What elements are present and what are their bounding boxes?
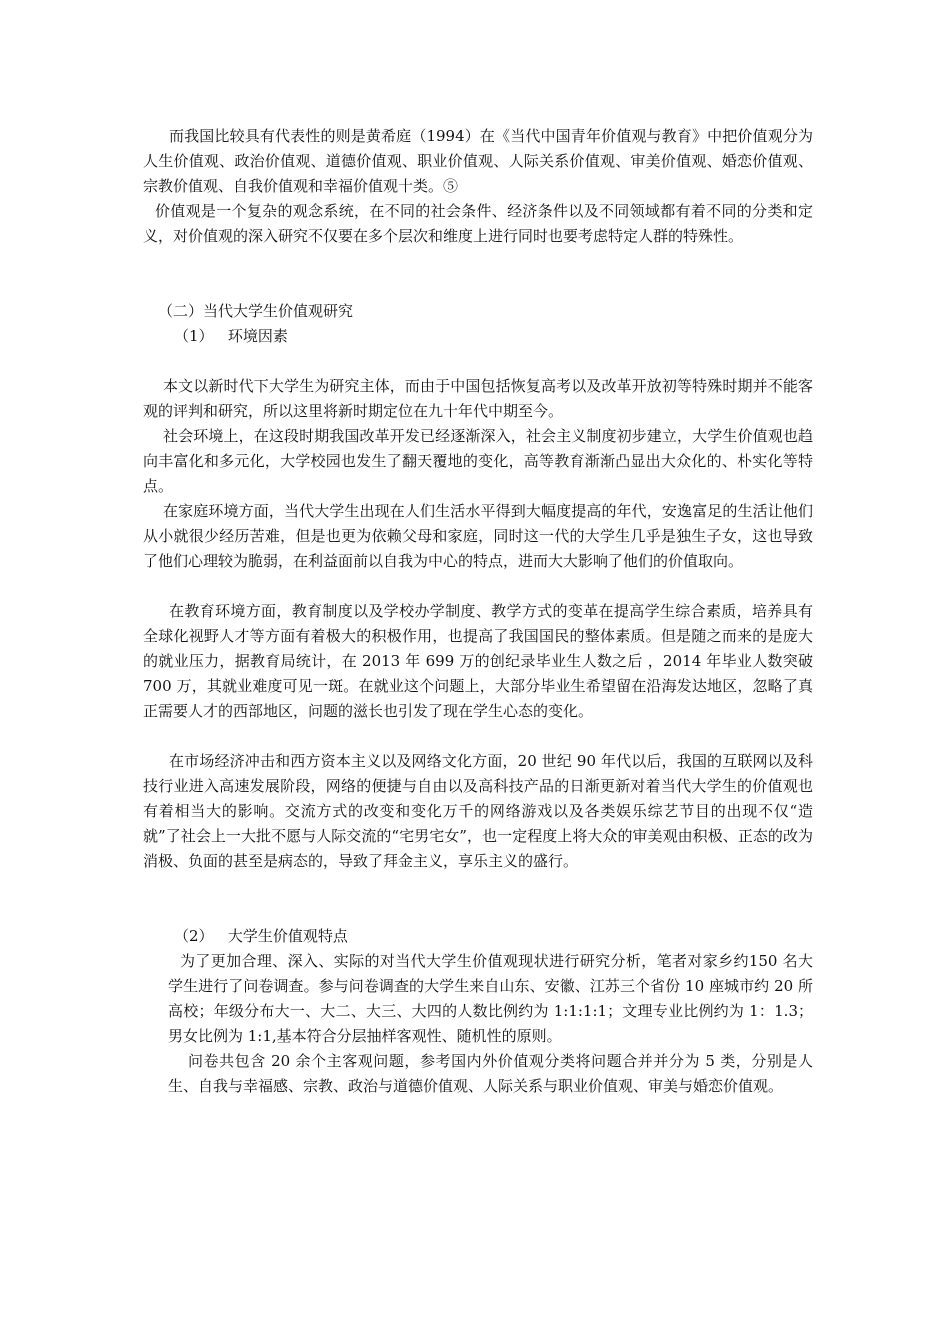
- paragraph-survey-questions: 问卷共包含 20 余个主客观问题，参考国内外价值观分类将问题合并并分为 5 类，分别是人生、自我与幸福感、宗教、政治与道德价值观、人际关系与职业价值观、审美与婚恋价值观。: [168, 1052, 813, 1095]
- paragraph-social-environment: 社会环境上，在这段时期我国改革开发已经逐渐深入，社会主义制度初步建立，大学生价值观也趋向丰富化和多元化，大学校园也发生了翻天覆地的变化，高等教育渐渐凸显出大众化的、朴实化等特点。: [143, 427, 813, 495]
- subsection-heading-environment: （1） 环境因素: [174, 327, 288, 345]
- paragraph-education-environment: 在教育环境方面，教育制度以及学校办学制度、教学方式的变革在提高学生综合素质，培养具有全球化视野人才等方面有着极大的积极作用，也提高了我国国民的整体素质。但是随之而来的是庞大的就业压力，据教育局统计，在 2013 年 699 万的创纪录毕业生人数之后 ，2014 年毕业人数突破 700 万，其就业难度可见一斑。在就业这个问题上，大部分毕业生希望留在沿海发达地区，忽略了真正需要人才的西部地区，问题的滋长也引发了现在学生心态的变化。: [143, 602, 818, 720]
- paragraph-environment-intro: 本文以新时代下大学生为研究主体，而由于中国包括恢复高考以及改革开放初等特殊时期并不能客观的评判和研究，所以这里将新时期定位在九十年代中期至今。: [143, 377, 813, 420]
- section-heading: （二）当代大学生价值观研究: [158, 302, 354, 320]
- paragraph-survey-method: 为了更加合理、深入、实际的对当代大学生价值观现状进行研究分析，笔者对家乡约150 名大学生进行了问卷调查。参与问卷调查的大学生来自山东、安徽、江苏三个省份 10 座城市约 20 所高校；年级分布大一、大二、大三、大四的人数比例约为 1:1:1:1；文理专业比例约为 1：1.3；男女比例为 1:1,基本符合分层抽样客观性、随机性的原则。: [168, 952, 813, 1045]
- subsection-heading-features: （2） 大学生价值观特点: [174, 927, 348, 945]
- paragraph-family-environment: 在家庭环境方面，当代大学生出现在人们生活水平得到大幅度提高的年代，安逸富足的生活让他们从小就很少经历苦难，但是也更为依赖父母和家庭，同时这一代的大学生几乎是独生子女，这也导致了他们心理较为脆弱，在利益面前以自我为中心的特点，进而大大影响了他们的价值取向。: [143, 502, 813, 570]
- paragraph-intro-1: 而我国比较具有代表性的则是黄希庭（1994）在《当代中国青年价值观与教育》中把价值观分为人生价值观、政治价值观、道德价值观、职业价值观、人际关系价值观、审美价值观、婚恋价值观、宗教价值观、自我价值观和幸福价值观十类。⑤: [143, 127, 813, 195]
- paragraph-intro-2: 价值观是一个复杂的观念系统，在不同的社会条件、经济条件以及不同领域都有着不同的分类和定义，对价值观的深入研究不仅要在多个层次和维度上进行同时也要考虑特定人群的特殊性。: [143, 202, 813, 245]
- paragraph-market-internet: 在市场经济冲击和西方资本主义以及网络文化方面，20 世纪 90 年代以后，我国的互联网以及科技行业进入高速发展阶段，网络的便捷与自由以及高科技产品的日渐更新对着当代大学生的价值观也有着相当大的影响。交流方式的改变和变化万千的网络游戏以及各类娱乐综艺节目的出现不仅“造就”了社会上一大批不愿与人际交流的“宅男宅女”，也一定程度上将大众的审美观由积极、正态的改为消极、负面的甚至是病态的，导致了拜金主义，享乐主义的盛行。: [143, 752, 813, 870]
